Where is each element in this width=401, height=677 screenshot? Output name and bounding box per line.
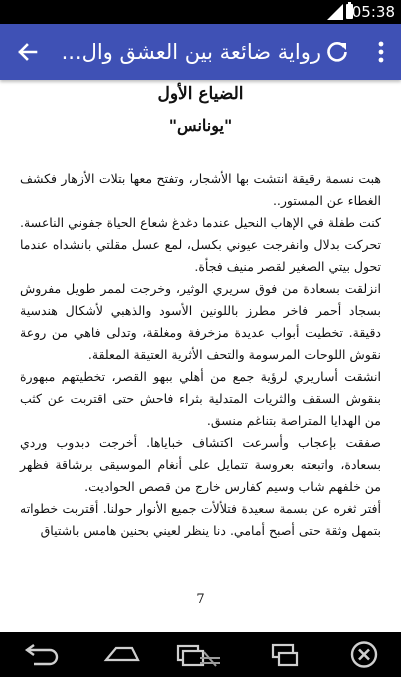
app-toolbar — [0, 24, 401, 80]
status-bar — [0, 0, 401, 24]
reader-content[interactable] — [0, 80, 401, 632]
chapter-title: الضياع الأول — [157, 84, 244, 104]
chapter-subtitle: "يونانس" — [168, 116, 233, 135]
paragraph: كنت طفلة في الإهاب النحيل عندما دغدغ شعاع الحياة جفوني الناعسة. تحركت بدلال وانفرجت عيوني بكسل، لمع عسل مقلتي بانشداه عندما تحول بيتي الصغير لقصر منيف فجأة. — [20, 215, 381, 274]
system-nav-bar — [0, 632, 401, 677]
paragraph: انشقت أساريري لرؤية جمع من أهلي ببهو القصر، تخطيتهم مبهورة بنقوش السقف والثريات المتدلية بثراء فاحش حتى اقتربت عن كثب من الهدايا المتراصة بتناغم منسق. — [20, 369, 381, 428]
page-title: رواية ضائعة بين العشق وال... — [61, 40, 321, 64]
paragraph: هبت نسمة رقيقة انتشت بها الأشجار، وتفتح معها بتلات الأزهار فكشف الغطاء عن المستور.. — [20, 171, 381, 208]
nav-screenshot-icon[interactable] — [190, 638, 230, 671]
paragraph: أفتر ثغره عن بسمة سعيدة فتلألأت جميع الأنوار حولنا. أقتربت خطواته بتمهل وثقة حتى أصبح أمامي. دنا ينظر لعيني بحنين هامس باشتياق — [20, 501, 381, 538]
page-number: 7 — [196, 592, 205, 607]
paragraph: انزلقت بسعادة من فوق سريري الوثير، وخرجت لممر طويل مفروش بسجاد أحمر فاخر مطرز باللونين الأسود والذهبي لأشكال هندسية دقيقة. تخطيت أبواب عديدة مزخرفة ومغلقة، وتدلى فاهي من روعة نقوش اللوحات المرسومة والتحف الأثرية العتيقة المعلقة. — [20, 281, 381, 362]
nav-close-icon[interactable] — [344, 638, 384, 671]
refresh-icon[interactable] — [317, 32, 357, 72]
nav-back-icon[interactable] — [22, 638, 62, 671]
signal-icon — [327, 4, 343, 20]
back-arrow-icon[interactable] — [6, 30, 50, 74]
nav-multiwindow-icon[interactable] — [265, 638, 305, 671]
story-text — [20, 168, 381, 542]
more-vert-icon[interactable] — [365, 32, 397, 72]
paragraph: صفقت بإعجاب وأسرعت اكتشاف خباياها. أخرجت دبدوب وردي بسعادة، واتبعته بعروسة تتمايل على أنغام الموسيقى برشاقة فظهر من خلفهم شاب وسيم كفارس خارج من قصص الحواديت. — [20, 435, 381, 494]
nav-home-icon[interactable] — [102, 638, 142, 671]
status-time: 05:38 — [351, 3, 395, 21]
